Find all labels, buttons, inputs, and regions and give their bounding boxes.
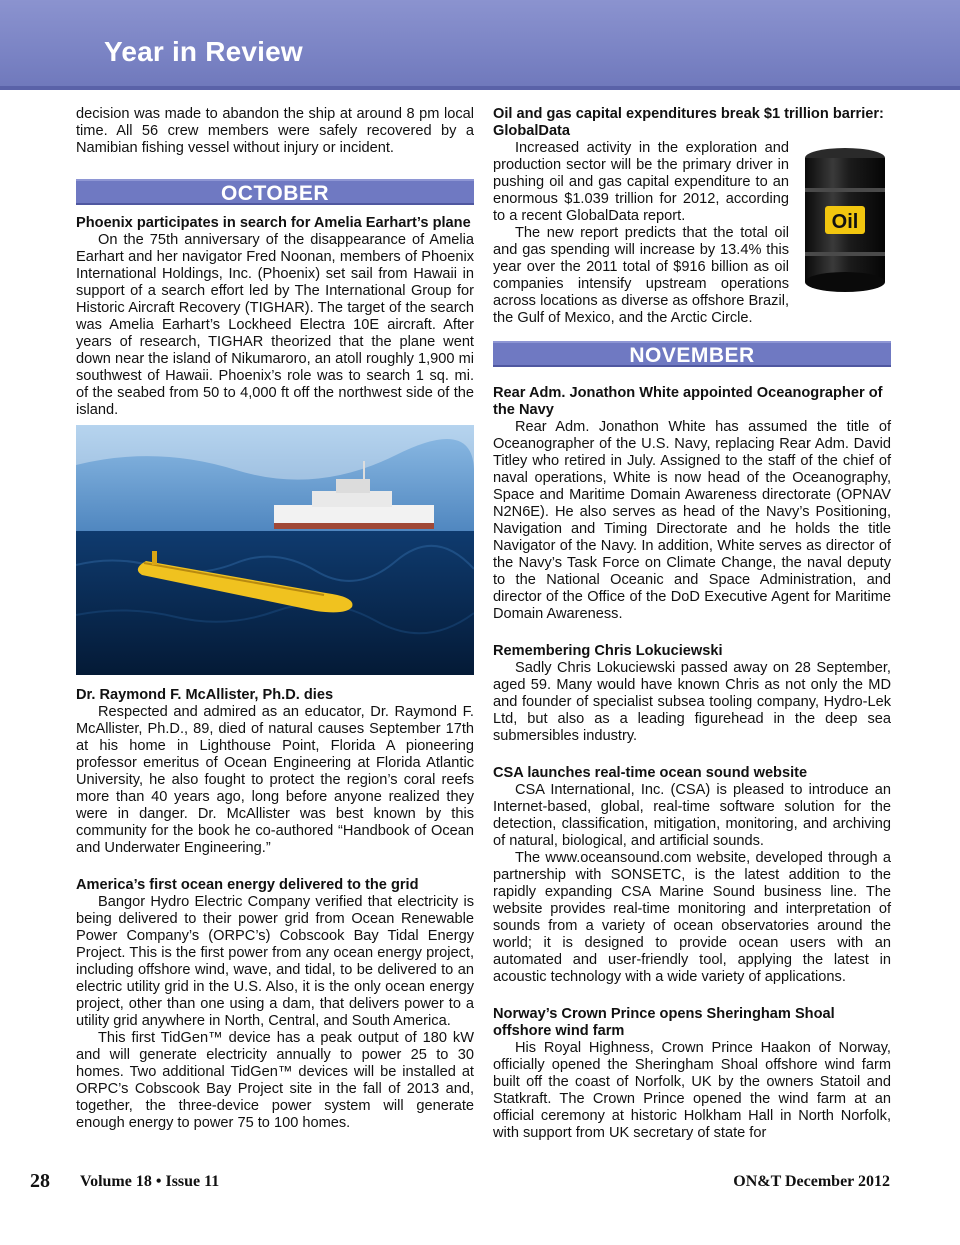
oil-barrel-image <box>799 144 891 294</box>
article-body-ocean-energy-1: Bangor Hydro Electric Company verified that electricity is being delivered to their power grid from Ocean Renewable Power Company’s (ORPC’s) Cobscook Bay Tidal Energy Project. This is the first power from any ocean energy project, including offshore wind, wave, and tidal, to be delivered to an electric utility grid in the U.S. Also, it is the only ocean energy project, other than one using a dam, that delivers power to a utility grid anywhere in North, Central, and South America. <box>76 894 474 1029</box>
oil-barrel-icon <box>799 144 891 294</box>
article-body-mcallister: Respected and admired as an educator, Dr. Raymond F. McAllister, Ph.D., 89, died of natural causes September 17th at his home in Lighthouse Point, Florida A pioneering professor emeritus of Ocean Engineering at Florida Atlantic University, he also fought to protect the region’s coral reefs more than 40 years ago, long before anyone realized they were in danger. Dr. McAllister was best known by this community for the book he co-authored “Handbook of Ocean and Underwater Engineering.” <box>76 704 474 856</box>
article-title-lokuciewski: Remembering Chris Lokuciewski <box>493 643 723 659</box>
magazine-issue-date: ON&T December 2012 <box>733 1173 890 1190</box>
month-heading-november: NOVEMBER <box>493 341 891 367</box>
month-heading-october: OCTOBER <box>76 179 474 205</box>
page-footer <box>30 1170 890 1192</box>
article-body-csa-2: The www.oceansound.com website, developed through a partnership with SONSETC, is the latest addition to the rapidly expanding CSA Marine Sound business line. The website provides real-time monitoring and interpretation of sounds from a variety of ocean observatories around the world; it is designed to provide ocean users with an automated and user-friendly tool, applying the latest in acoustic technology with a wide variety of applications. <box>493 850 891 985</box>
article-body-navy: Rear Adm. Jonathon White has assumed the title of Oceanographer of the U.S. Navy, replacing Rear Adm. David Titley who retired in July. Assigned to the staff of the chief of naval operations, White is now head of the Oceanography, Space and Maritime Domain Awareness directorate (OPNAV N2N6E). He also serves as head of the Navy’s Positioning, Navigation and Timing Directorate and he holds the title Navigator of the Navy. In addition, White serves as director of the Navy’s Task Force on Climate Change, the naval deputy to the National Oceanic and Space Administration, and director of the Office of the DoD Executive Agent for Maritime Domain Awareness. <box>493 419 891 622</box>
article-body-ocean-energy-2: This first TidGen™ device has a peak output of 180 kW and will generate electricity annually to power 25 to 30 homes. Two additional TidGen™ devices will be installed at ORPC’s Cobscook Bay Project site in the fall of 2013 and, together, the three-device power system will generate enough energy to power 75 to 100 homes. <box>76 1030 474 1131</box>
article-title-oil-gas: Oil and gas capital expenditures break $1 trillion barrier: GlobalData <box>493 106 884 139</box>
intro-paragraph: decision was made to abandon the ship at around 8 pm local time. All 56 crew members were safely recovered by a Namibian fishing vessel without injury or incident. <box>76 106 474 156</box>
barrel-label: Oil <box>831 211 859 233</box>
auv-ship-illustration <box>76 425 474 675</box>
article-body-oil-gas-1: Increased activity in the exploration and production sector will be the primary driver in pushing oil and gas capital expenditure to an enormous $1.039 trillion for 2012, according to a recent GlobalData report. <box>493 140 789 224</box>
article-body-oil-gas-2: The new report predicts that the total oil and gas spending will increase by 13.4% this year over the 2011 total of $916 billion as oil companies intensify upstream operations across locations as diverse as offshore Brazil, the Gulf of Mexico, and the Arctic Circle. <box>493 225 789 326</box>
article-title-mcallister: Dr. Raymond F. McAllister, Ph.D. dies <box>76 687 334 703</box>
article-body-norway: His Royal Highness, Crown Prince Haakon of Norway, officially opened the Sheringham Shoal offshore wind farm built off the coast of Norfolk, UK by the owners Statoil and Statkraft. The Crown Prince opened the wind farm at an official ceremony at historic Holkham Hall in North Norfolk, with support from UK secretary of state for <box>493 1040 891 1141</box>
right-column <box>493 106 891 1142</box>
left-column <box>76 106 474 1132</box>
header-rule <box>0 86 960 90</box>
volume-issue: Volume 18 • Issue 11 <box>80 1173 220 1190</box>
page-number: 28 <box>30 1170 50 1192</box>
article-title-navy: Rear Adm. Jonathon White appointed Oceanographer of the Navy <box>493 385 883 418</box>
article-body-lokuciewski: Sadly Chris Lokuciewski passed away on 28 September, aged 59. Many would have known Chris as not only the MD and founder of specialist subsea tooling company, Hydro-Lek Ltd, but also as a leading figurehead in the deep sea submersibles industry. <box>493 660 891 744</box>
article-title-csa: CSA launches real-time ocean sound website <box>493 765 808 781</box>
article-body-phoenix: On the 75th anniversary of the disappearance of Amelia Earhart and her navigator Fred Noonan, members of Phoenix International Holdings, Inc. (Phoenix) set sail from Hawaii in support of a search effort led by The International Group for Historic Aircraft Recovery (TIGHAR). The target of the search was Amelia Earhart’s Lockheed Electra 10E aircraft. After years of research, TIGHAR theorized that the plane went down near the island of Nikumaroro, an atoll roughly 1,900 mi southwest of Hawaii. Phoenix’s role was to search 1 sq. mi. of the seabed from 50 to 4,000 ft off the northwest side of the island. <box>76 232 474 418</box>
article-body-csa-1: CSA International, Inc. (CSA) is pleased to introduce an Internet-based, global, real-time software solution for the detection, classification, mitigation, monitoring, and archiving of natural, biological, and artificial sounds. <box>493 782 891 849</box>
header-band <box>0 0 960 90</box>
article-title-norway: Norway’s Crown Prince opens Sheringham Shoal offshore wind farm <box>493 1006 835 1039</box>
auv-ship-photo <box>76 425 474 675</box>
article-title-ocean-energy: America’s first ocean energy delivered to the grid <box>76 877 419 893</box>
article-title-phoenix: Phoenix participates in search for Amelia Earhart’s plane <box>76 215 471 231</box>
page-section-title: Year in Review <box>104 36 303 67</box>
